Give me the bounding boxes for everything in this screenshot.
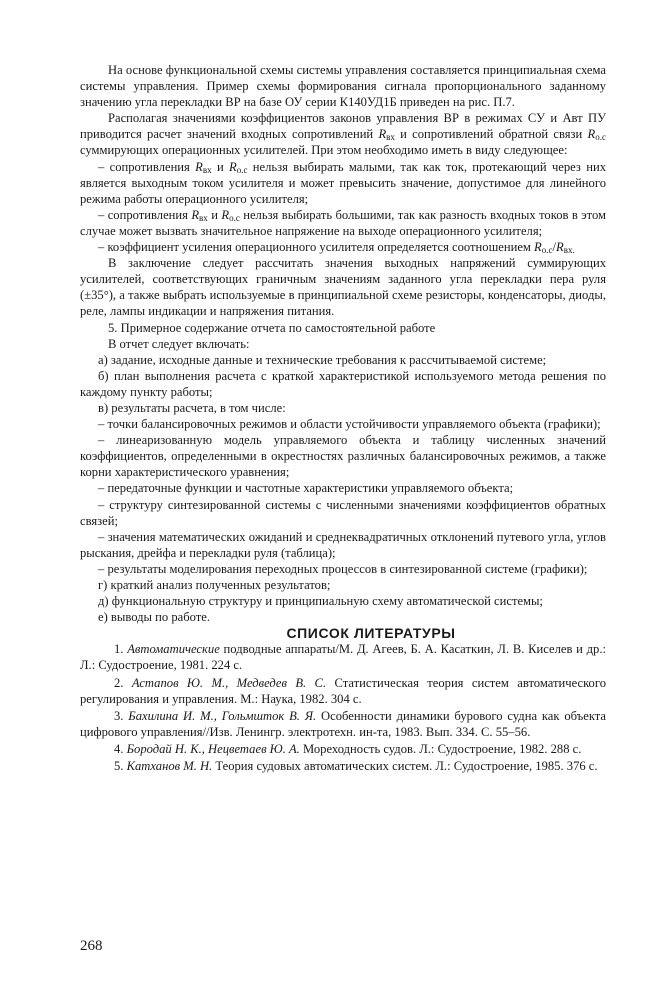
symbol-r: R	[587, 127, 596, 142]
report-subitem: – значения математических ожиданий и среднеквадратичных отклонений путевого угла, углов рыскания, дрейфа и перекладки руля (таблица);	[80, 529, 606, 560]
text-fragment: нельзя выбирать большими, так как разность входных токов в этом случае может вызвать значительное напряжение на выходе операционного усилителя;	[80, 207, 606, 238]
text-fragment: – коэффициент усиления операционного усилителя определяется соотношением	[98, 240, 535, 255]
reference-entry	[80, 675, 606, 707]
report-intro: В отчет следует включать:	[108, 336, 250, 351]
report-item-c: в) результаты расчета, в том числе:	[98, 400, 286, 415]
symbol-r: R	[534, 240, 542, 255]
report-item-e: д) функциональную структуру и принципиальную схему автоматической системы;	[98, 594, 543, 609]
report-subitem: – структуру синтезированной системы с численными значениями коэффициентов обратных связей;	[80, 497, 606, 528]
report-item-d: г) краткий анализ полученных результатов;	[98, 578, 331, 592]
report-subitem: – результаты моделирования переходных процессов в синтезированной системе (графики);	[98, 561, 588, 576]
report-item-f: е) выводы по работе.	[98, 610, 211, 625]
reference-number: 3.	[114, 708, 129, 723]
symbol-r: R	[191, 207, 200, 222]
subscript-in-dot: вх.	[563, 245, 575, 256]
subscript-in: вх	[199, 212, 208, 223]
text-fragment: Располагая значениями коэффициентов законов управления ВР в режимах СУ и Авт ПУ приводится расчет значений входных сопротивлений	[80, 111, 606, 142]
reference-entry	[80, 758, 606, 774]
report-subitem: – линеаризованную модель управляемого объекта и таблицу численных значений коэффициентов, определенными в окрестностях различных балансировочных режимов, а также корни характеристического уравнения;	[80, 433, 606, 480]
reference-authors: Бахилина И. М., Гольмшток В. Я.	[128, 708, 317, 723]
subscript-oc: о.с	[236, 164, 248, 175]
subscript-in: вх	[202, 164, 212, 175]
text-fragment: – сопротивления	[98, 207, 192, 222]
symbol-r: R	[556, 240, 564, 255]
subscript-oc: о.с	[229, 212, 240, 223]
reference-authors: Бородай Н. К., Нецветаев Ю. А.	[126, 741, 300, 756]
report-subitem: – передаточные функции и частотные характеристики управляемого объекта;	[98, 481, 514, 496]
report-subitem: – точки балансировочных режимов и области устойчивости управляемого объекта (графики);	[98, 417, 601, 432]
reference-authors: Астапов Ю. М., Медведев В. С.	[131, 675, 327, 690]
paragraph-schematic-intro: На основе функциональной схемы системы управления составляется принципиальная схема системы управления. Пример схемы формирования сигнала пропорционального заданному значению угла перекладки ВР на базе ОУ серии К140УД1Б приведен на рис. П.7.	[80, 63, 606, 110]
reference-number: 2.	[114, 675, 132, 690]
bullet-large-resistors	[80, 207, 606, 239]
page-number: 268	[80, 938, 103, 954]
reference-authors: Катханов М. Н.	[126, 759, 213, 774]
symbol-r: R	[195, 159, 203, 174]
bullet-small-resistors	[80, 159, 606, 207]
reference-details: Теория судовых автоматических систем. Л.: Судостроение, 1985. 376 с.	[212, 759, 598, 774]
reference-authors: Автоматические	[127, 642, 220, 657]
reference-details: Мореходность судов. Л.: Судостроение, 1982. 288 с.	[299, 741, 582, 756]
bibliography-title: СПИСОК ЛИТЕРАТУРЫ	[286, 625, 456, 642]
subscript-in: вх	[386, 132, 395, 143]
reference-entry	[80, 641, 606, 673]
reference-details: подводные аппараты/М. Д. Агеев, Б. А. Касаткин, Л. В. Киселев и др.: Л.: Судостроение, 1981. 224 с.	[80, 642, 607, 673]
text-fragment: суммирующих операционных усилителей. При этом необходимо иметь в виду следующее:	[80, 143, 568, 158]
text-fragment: нельзя выбирать малыми, так как ток, протекающий через них является выходным током усилителя и может превысить значение, допустимое для линейного режима работы операционного усилителя;	[80, 159, 606, 206]
bullet-gain-ratio	[80, 239, 606, 255]
reference-number: 4.	[114, 741, 127, 756]
report-item-a: а) задание, исходные данные и технические требования к рассчитываемой системе;	[98, 352, 547, 367]
text-fragment: и сопротивлений обратной связи	[394, 127, 588, 142]
reference-details: Статистическая теория систем автоматического регулирования и управления. М.: Наука, 1982. 304 с.	[80, 675, 606, 706]
subscript-oc: о.с	[595, 132, 606, 143]
section-heading-report: 5. Примерное содержание отчета по самостоятельной работе	[108, 320, 436, 335]
reference-number: 5.	[114, 759, 127, 774]
paragraph-conclusion: В заключение следует рассчитать значения выходных напряжений суммирующих усилителей, соответствующих граничным значениям заданного угла перекладки пера руля (±35°), а также выбрать используемые в принципиальной схеме резисторы, конденсаторы, диоды, реле, лампы индикации и напряжения питания.	[80, 256, 606, 319]
text-fragment: – сопротивления	[98, 159, 196, 174]
text-fragment: и	[207, 207, 222, 222]
page-body	[80, 62, 606, 775]
report-item-b: б) план выполнения расчета с краткой характеристикой используемого метода решения по каждому пункту работы;	[80, 368, 606, 399]
text-fragment: и	[211, 159, 230, 174]
reference-number: 1.	[114, 642, 128, 657]
text-fragment: /	[552, 240, 556, 255]
reference-details: Особенности динамики бурового судна как объекта цифрового управления//Изв. Ленингр. электротехн. ин-та, 1983. Вып. 334. С. 55–56.	[80, 708, 607, 739]
paragraph-resistor-calc	[80, 110, 606, 158]
symbol-r: R	[229, 159, 237, 174]
reference-entry	[80, 741, 606, 757]
reference-entry	[80, 708, 606, 740]
symbol-r: R	[221, 207, 230, 222]
symbol-r: R	[378, 127, 387, 142]
subscript-oc: о.с	[541, 245, 553, 256]
